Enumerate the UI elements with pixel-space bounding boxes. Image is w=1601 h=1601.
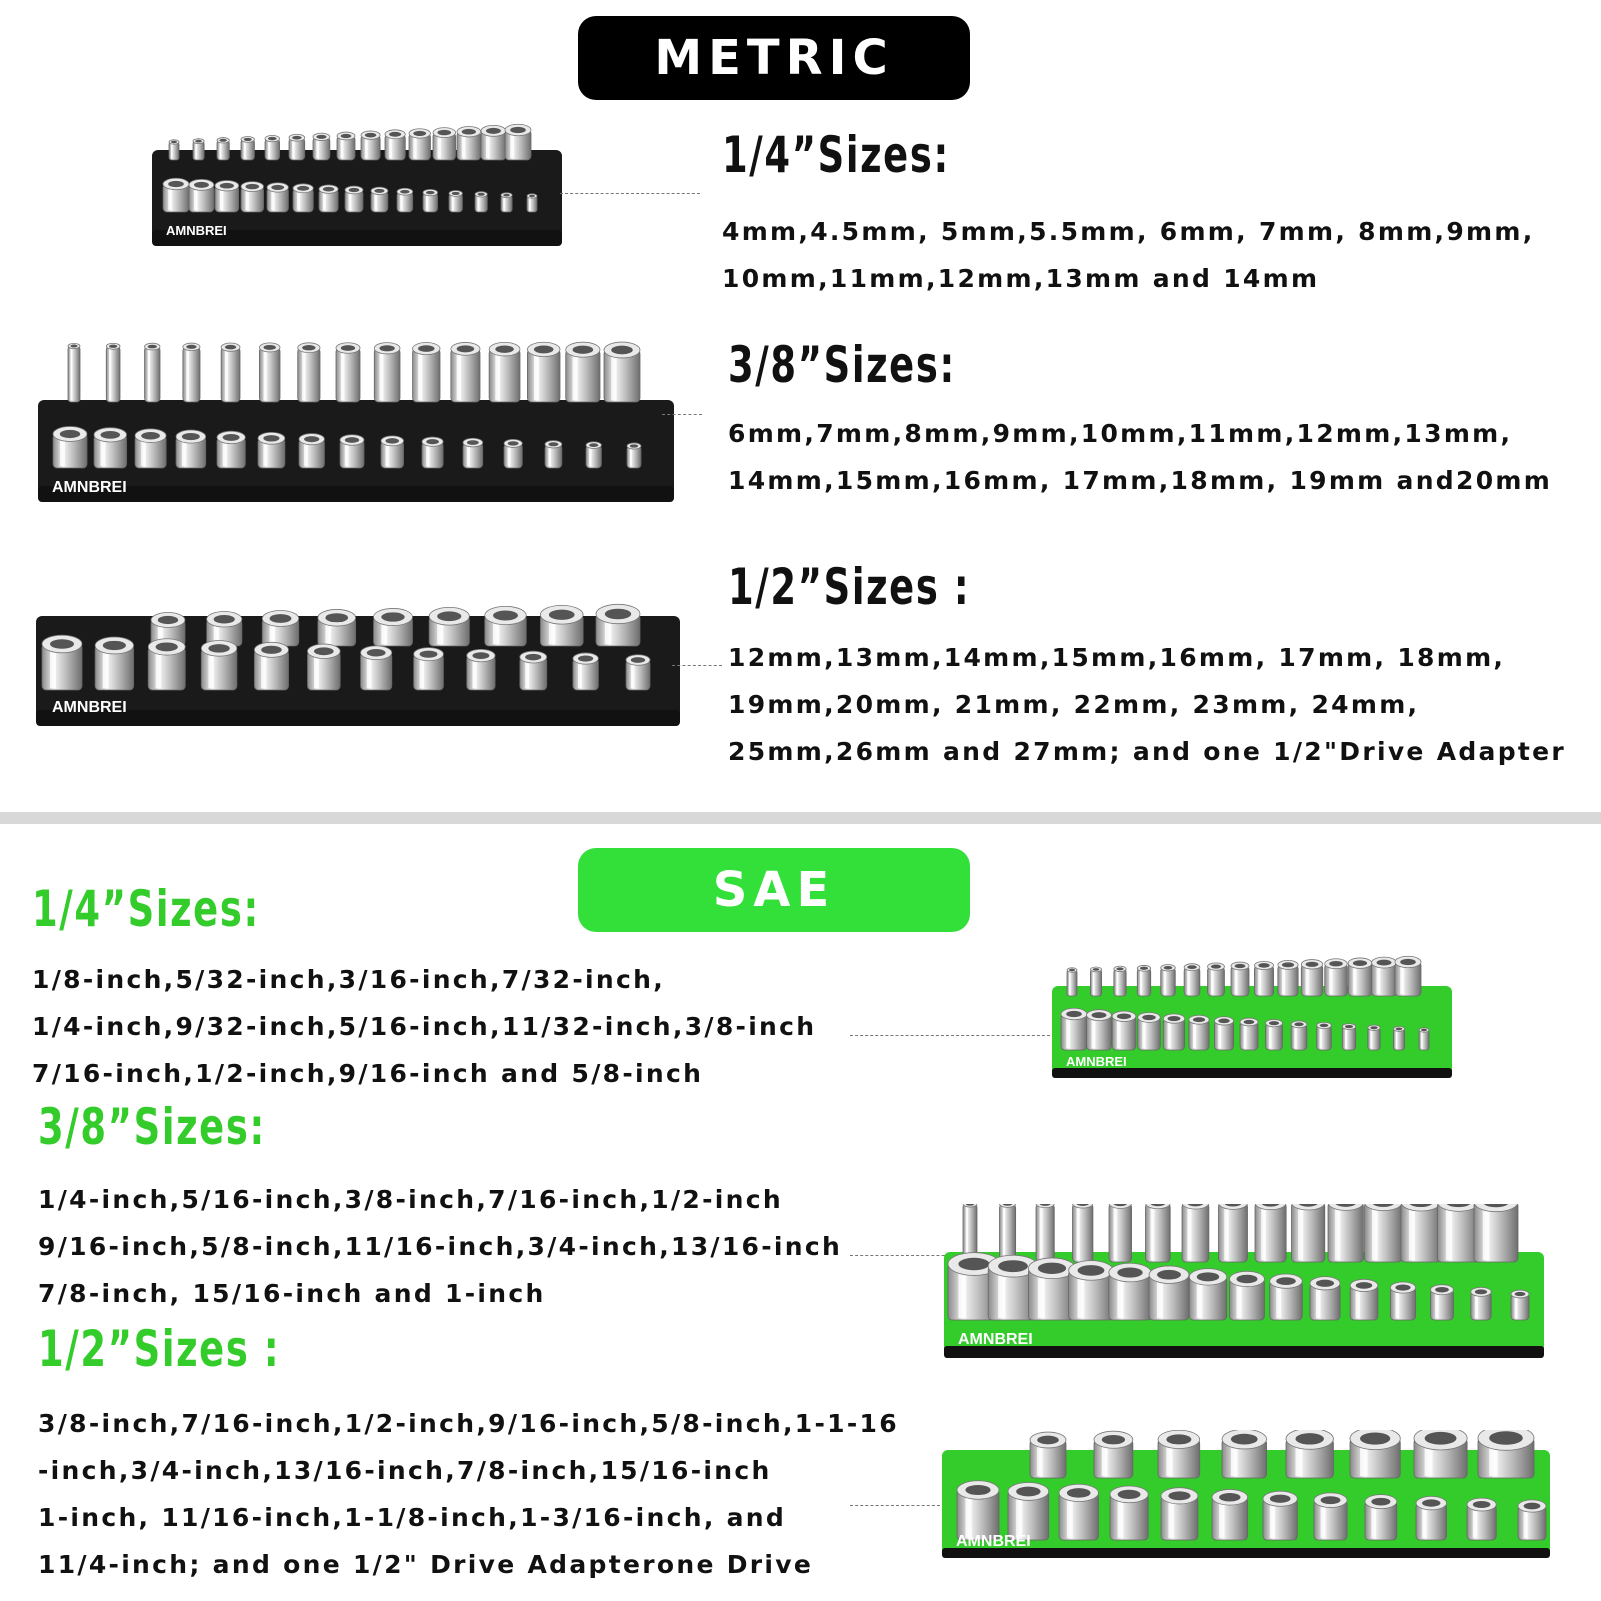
sae-three-eighth-bottom-socket-4: [1069, 1261, 1114, 1320]
sae-three-eighth-line-3: 7/8-inch, 15/16-inch and 1-inch: [38, 1279, 546, 1308]
metric-half-top-socket-6: [429, 607, 469, 646]
metric-three-eighth-bottom-socket-8: [340, 435, 364, 468]
sae-half-brand: AMNBREI: [956, 1533, 1031, 1550]
sae-quarter-bottom-socket-15: [1419, 1028, 1429, 1050]
sae-half-line-2: -inch,3/4-inch,13/16-inch,7/8-inch,15/16-inch: [38, 1456, 772, 1485]
sae-half-bottom-socket-6: [1212, 1489, 1248, 1540]
sae-half-bottom-socket-11: [1467, 1498, 1496, 1540]
metric-quarter-bottom-socket-10: [397, 188, 413, 212]
sae-half-top-socket-7: [1414, 1430, 1467, 1478]
metric-quarter-bottom-socket-6: [293, 184, 313, 212]
metric-three-eighth-bottom-socket-7: [299, 434, 324, 468]
sae-half-top-socket-1: [1030, 1432, 1066, 1478]
metric-three-eighth-bottom-socket-14: [586, 442, 601, 468]
metric-half-top-socket-5: [374, 608, 413, 646]
metric-three-eighth-top-socket-10: [413, 343, 440, 402]
metric-three-eighth-top-socket-8: [336, 343, 360, 402]
metric-quarter-top-socket-14: [481, 125, 506, 160]
metric-half-line-1: 12mm,13mm,14mm,15mm,16mm, 17mm, 18mm,: [728, 643, 1506, 672]
sae-quarter-top-socket-14: [1372, 957, 1397, 996]
sae-three-eighth-bottom-socket-10: [1310, 1277, 1340, 1320]
metric-three-eighth-bottom-socket-6: [258, 432, 285, 468]
metric-half-tray-image: [32, 598, 684, 730]
metric-quarter-top-socket-3: [217, 138, 229, 160]
sae-quarter-top-socket-3: [1114, 966, 1126, 996]
metric-three-eighth-bottom-socket-13: [545, 441, 562, 468]
sae-quarter-top-socket-2: [1090, 967, 1101, 996]
sae-three-eighth-bottom-socket-7: [1189, 1269, 1226, 1320]
metric-three-eighth-bottom-socket-5: [217, 431, 245, 468]
sae-three-eighth-line-2: 9/16-inch,5/8-inch,11/16-inch,3/4-inch,13/16-inch: [38, 1232, 843, 1261]
metric-quarter-bottom-socket-1: [163, 178, 189, 212]
section-divider: [0, 812, 1601, 824]
metric-half-top-socket-8: [540, 605, 583, 646]
sae-three-eighth-bottom-socket-6: [1149, 1266, 1189, 1320]
metric-quarter-top-socket-9: [361, 131, 380, 160]
metric-three-eighth-heading: 3/8”Sizes:: [728, 336, 956, 394]
sae-quarter-heading: 1/4”Sizes:: [32, 880, 260, 938]
metric-quarter-top-socket-7: [313, 133, 330, 160]
metric-three-eighth-bottom-socket-15: [627, 443, 641, 468]
sae-quarter-top-socket-13: [1348, 958, 1372, 996]
sae-three-eighth-top-socket-15: [1474, 1204, 1518, 1262]
sae-three-eighth-top-socket-9: [1255, 1204, 1286, 1262]
sae-half-line-1: 3/8-inch,7/16-inch,1/2-inch,9/16-inch,5/8-inch,1-1-16: [38, 1409, 899, 1438]
metric-quarter-bottom-socket-8: [345, 186, 363, 212]
metric-three-eighth-top-socket-11: [451, 342, 480, 402]
metric-quarter-top-socket-13: [457, 126, 481, 160]
metric-half-list: [728, 634, 1566, 775]
sae-three-eighth-tray-image: [940, 1204, 1550, 1362]
metric-half-bottom-socket-7: [361, 646, 392, 690]
sae-three-eighth-top-socket-12: [1365, 1204, 1403, 1262]
metric-half-bottom-socket-5: [254, 642, 288, 690]
metric-half-bottom-socket-10: [520, 651, 547, 690]
sae-half-bottom-socket-1: [957, 1481, 999, 1540]
metric-three-eighth-bottom-socket-3: [135, 429, 166, 468]
sae-three-eighth-line-1: 1/4-inch,5/16-inch,3/8-inch,7/16-inch,1/2-inch: [38, 1185, 783, 1214]
sae-three-eighth-top-socket-3: [1036, 1204, 1054, 1262]
metric-quarter-line-2: 10mm,11mm,12mm,13mm and 14mm: [722, 264, 1320, 293]
sae-quarter-top-socket-9: [1254, 961, 1273, 996]
sae-quarter-line-1: 1/8-inch,5/32-inch,3/16-inch,7/32-inch,: [32, 965, 665, 994]
sae-quarter-bottom-socket-10: [1291, 1021, 1307, 1050]
sae-quarter-top-socket-1: [1067, 968, 1077, 996]
metric-three-eighth-leader: [662, 414, 702, 415]
sae-half-heading: 1/2”Sizes :: [38, 1320, 281, 1378]
sae-half-bottom-socket-8: [1314, 1493, 1347, 1540]
metric-three-eighth-top-socket-3: [145, 343, 160, 402]
metric-quarter-top-socket-4: [241, 136, 254, 160]
sae-half-top-socket-3: [1158, 1430, 1200, 1478]
metric-half-line-2: 19mm,20mm, 21mm, 22mm, 23mm, 24mm,: [728, 690, 1420, 719]
metric-half-top-socket-4: [318, 609, 356, 646]
metric-quarter-bottom-socket-5: [267, 183, 288, 212]
metric-half-bottom-socket-8: [414, 648, 444, 690]
sae-quarter-top-socket-12: [1325, 959, 1348, 996]
metric-three-eighth-top-socket-12: [489, 342, 520, 402]
sae-three-eighth-top-socket-11: [1328, 1204, 1363, 1262]
metric-three-eighth-top-socket-2: [106, 343, 120, 402]
metric-quarter-top-socket-5: [265, 135, 280, 160]
sae-quarter-bottom-socket-14: [1393, 1026, 1404, 1050]
sae-quarter-line-2: 1/4-inch,9/32-inch,5/16-inch,11/32-inch,3/8-inch: [32, 1012, 817, 1041]
sae-quarter-top-socket-6: [1184, 964, 1200, 996]
sae-quarter-bottom-socket-8: [1240, 1018, 1258, 1050]
metric-quarter-top-socket-2: [193, 139, 204, 160]
metric-quarter-bottom-socket-12: [449, 190, 462, 212]
metric-quarter-top-socket-10: [385, 130, 405, 160]
sae-half-top-socket-5: [1286, 1430, 1333, 1478]
metric-three-eighth-top-socket-13: [527, 342, 560, 402]
metric-three-eighth-brand: AMNBREI: [52, 479, 127, 496]
sae-three-eighth-bottom-socket-14: [1471, 1287, 1491, 1320]
sae-quarter-bottom-socket-5: [1163, 1014, 1184, 1050]
sae-quarter-bottom-socket-9: [1266, 1019, 1283, 1050]
metric-three-eighth-bottom-socket-10: [422, 437, 443, 468]
metric-quarter-leader: [560, 193, 700, 194]
sae-three-eighth-bottom-socket-13: [1431, 1285, 1454, 1320]
metric-quarter-bottom-socket-7: [319, 185, 338, 212]
metric-three-eighth-top-socket-4: [183, 343, 200, 402]
sae-quarter-bottom-socket-2: [1087, 1010, 1112, 1050]
metric-three-eighth-top-socket-7: [298, 343, 320, 402]
metric-quarter-bottom-socket-2: [189, 179, 214, 212]
metric-half-top-socket-3: [262, 610, 299, 646]
metric-quarter-bottom-socket-15: [527, 194, 537, 212]
sae-quarter-top-socket-8: [1231, 962, 1249, 996]
metric-quarter-line-1: 4mm,4.5mm, 5mm,5.5mm, 6mm, 7mm, 8mm,9mm,: [722, 217, 1535, 246]
metric-quarter-bottom-socket-4: [241, 182, 264, 212]
sae-three-eighth-top-socket-6: [1146, 1204, 1171, 1262]
metric-half-bottom-socket-4: [201, 641, 237, 690]
metric-three-eighth-line-1: 6mm,7mm,8mm,9mm,10mm,11mm,12mm,13mm,: [728, 419, 1513, 448]
sae-three-eighth-top-socket-10: [1292, 1204, 1325, 1262]
metric-half-bottom-socket-3: [148, 639, 185, 690]
sae-quarter-bottom-socket-11: [1317, 1022, 1332, 1050]
sae-half-bottom-socket-3: [1059, 1484, 1098, 1540]
sae-half-bottom-socket-10: [1416, 1496, 1447, 1540]
metric-quarter-top-socket-11: [409, 129, 430, 160]
sae-quarter-leader: [850, 1035, 1050, 1036]
sae-half-line-3: 1-inch, 11/16-inch,1-1/8-inch,1-3/16-inch, and: [38, 1503, 787, 1532]
metric-three-eighth-top-socket-1: [68, 343, 80, 402]
metric-three-eighth-line-2: 14mm,15mm,16mm, 17mm,18mm, 19mm and20mm: [728, 466, 1553, 495]
metric-quarter-heading: 1/4”Sizes:: [722, 126, 950, 184]
sae-three-eighth-bottom-socket-9: [1270, 1274, 1303, 1320]
metric-quarter-tray-image: [148, 120, 568, 250]
sae-half-bottom-socket-5: [1161, 1488, 1198, 1540]
sae-half-line-4: 11/4-inch; and one 1/2" Drive Adapterone Drive: [38, 1550, 814, 1579]
sae-quarter-top-socket-11: [1301, 960, 1322, 996]
sae-three-eighth-bottom-socket-5: [1109, 1263, 1151, 1320]
sae-three-eighth-brand: AMNBREI: [958, 1331, 1033, 1348]
sae-half-leader: [850, 1505, 940, 1506]
metric-half-brand: AMNBREI: [52, 699, 127, 716]
metric-quarter-bottom-socket-3: [215, 180, 239, 212]
sae-three-eighth-bottom-socket-8: [1230, 1271, 1265, 1320]
sae-quarter-top-socket-15: [1395, 956, 1421, 996]
sae-quarter-line-3: 7/16-inch,1/2-inch,9/16-inch and 5/8-inch: [32, 1059, 704, 1088]
sae-three-eighth-bottom-socket-15: [1511, 1290, 1529, 1320]
sae-quarter-list: [32, 956, 816, 1097]
sae-three-eighth-top-socket-4: [1073, 1204, 1093, 1262]
metric-quarter-bottom-socket-11: [423, 189, 438, 212]
sae-three-eighth-top-socket-5: [1109, 1204, 1132, 1262]
metric-quarter-bottom-socket-13: [475, 192, 487, 212]
sae-quarter-bottom-socket-1: [1061, 1008, 1087, 1050]
metric-three-eighth-top-socket-15: [604, 342, 640, 402]
sae-quarter-bottom-socket-6: [1189, 1015, 1209, 1050]
sae-quarter-bottom-socket-7: [1214, 1017, 1233, 1050]
metric-half-bottom-socket-1: [42, 635, 82, 690]
metric-three-eighth-top-socket-5: [221, 343, 240, 402]
metric-half-line-3: 25mm,26mm and 27mm; and one 1/2"Drive Adapter: [728, 737, 1567, 766]
metric-quarter-top-socket-1: [169, 140, 179, 160]
metric-three-eighth-top-socket-9: [374, 343, 400, 402]
metric-three-eighth-bottom-socket-12: [504, 439, 522, 468]
sae-three-eighth-heading: 3/8”Sizes:: [38, 1098, 266, 1156]
sae-quarter-top-socket-7: [1208, 963, 1225, 996]
sae-half-bottom-socket-7: [1263, 1491, 1297, 1540]
sae-quarter-bottom-socket-3: [1112, 1011, 1136, 1050]
sae-half-top-socket-2: [1094, 1431, 1133, 1478]
sae-three-eighth-top-socket-8: [1219, 1204, 1248, 1262]
metric-quarter-top-socket-15: [505, 124, 531, 160]
sae-half-top-socket-8: [1478, 1430, 1534, 1478]
metric-half-bottom-socket-2: [95, 637, 134, 690]
sae-half-bottom-socket-4: [1110, 1486, 1148, 1540]
metric-half-bottom-socket-9: [467, 649, 495, 690]
sae-half-top-socket-6: [1350, 1430, 1400, 1478]
sae-half-bottom-socket-2: [1008, 1482, 1049, 1540]
metric-half-bottom-socket-12: [626, 655, 650, 690]
sae-quarter-brand: AMNBREI: [1066, 1054, 1127, 1069]
sae-three-eighth-top-socket-13: [1401, 1204, 1441, 1262]
metric-half-bottom-socket-11: [573, 653, 598, 690]
metric-three-eighth-bottom-socket-4: [176, 430, 206, 468]
metric-quarter-top-socket-12: [433, 128, 456, 160]
sae-quarter-bottom-socket-4: [1138, 1012, 1161, 1050]
metric-quarter-top-socket-8: [337, 132, 355, 160]
metric-three-eighth-bottom-socket-11: [463, 438, 483, 468]
sae-half-tray-image: [938, 1430, 1554, 1562]
metric-quarter-top-socket-6: [289, 134, 305, 160]
metric-half-leader: [672, 665, 722, 666]
metric-three-eighth-bottom-socket-2: [94, 428, 127, 468]
metric-badge: METRIC: [578, 16, 970, 100]
sae-three-eighth-list: [38, 1176, 842, 1317]
sae-half-top-socket-4: [1222, 1430, 1267, 1478]
sae-quarter-bottom-socket-13: [1368, 1025, 1380, 1050]
sae-half-bottom-socket-12: [1518, 1500, 1546, 1540]
metric-three-eighth-tray-image: [34, 340, 680, 506]
sae-three-eighth-top-socket-14: [1438, 1204, 1480, 1262]
sae-three-eighth-bottom-socket-12: [1390, 1282, 1415, 1320]
sae-quarter-bottom-socket-12: [1342, 1024, 1355, 1050]
sae-half-list: [38, 1400, 899, 1588]
metric-half-top-socket-9: [596, 604, 640, 646]
metric-three-eighth-top-socket-6: [259, 343, 280, 402]
metric-three-eighth-list: [728, 410, 1552, 504]
metric-quarter-brand: AMNBREI: [166, 223, 227, 238]
sae-quarter-top-socket-4: [1137, 965, 1150, 996]
sae-three-eighth-top-socket-2: [1000, 1204, 1016, 1262]
metric-half-heading: 1/2”Sizes :: [728, 558, 971, 616]
sae-half-bottom-socket-9: [1365, 1495, 1397, 1540]
metric-quarter-list: [722, 208, 1535, 302]
sae-quarter-top-socket-5: [1161, 965, 1176, 996]
metric-three-eighth-bottom-socket-9: [381, 436, 404, 468]
metric-quarter-bottom-socket-9: [371, 187, 388, 212]
metric-half-bottom-socket-6: [307, 644, 340, 690]
sae-quarter-top-socket-10: [1278, 960, 1298, 996]
sae-three-eighth-top-socket-7: [1182, 1204, 1209, 1262]
metric-quarter-bottom-socket-14: [501, 193, 512, 212]
metric-three-eighth-bottom-socket-1: [53, 427, 87, 468]
sae-three-eighth-bottom-socket-11: [1350, 1279, 1378, 1320]
metric-three-eighth-top-socket-14: [566, 342, 600, 402]
sae-badge: SAE: [578, 848, 970, 932]
sae-quarter-tray-image: [1048, 954, 1458, 1082]
metric-half-top-socket-7: [485, 606, 527, 646]
